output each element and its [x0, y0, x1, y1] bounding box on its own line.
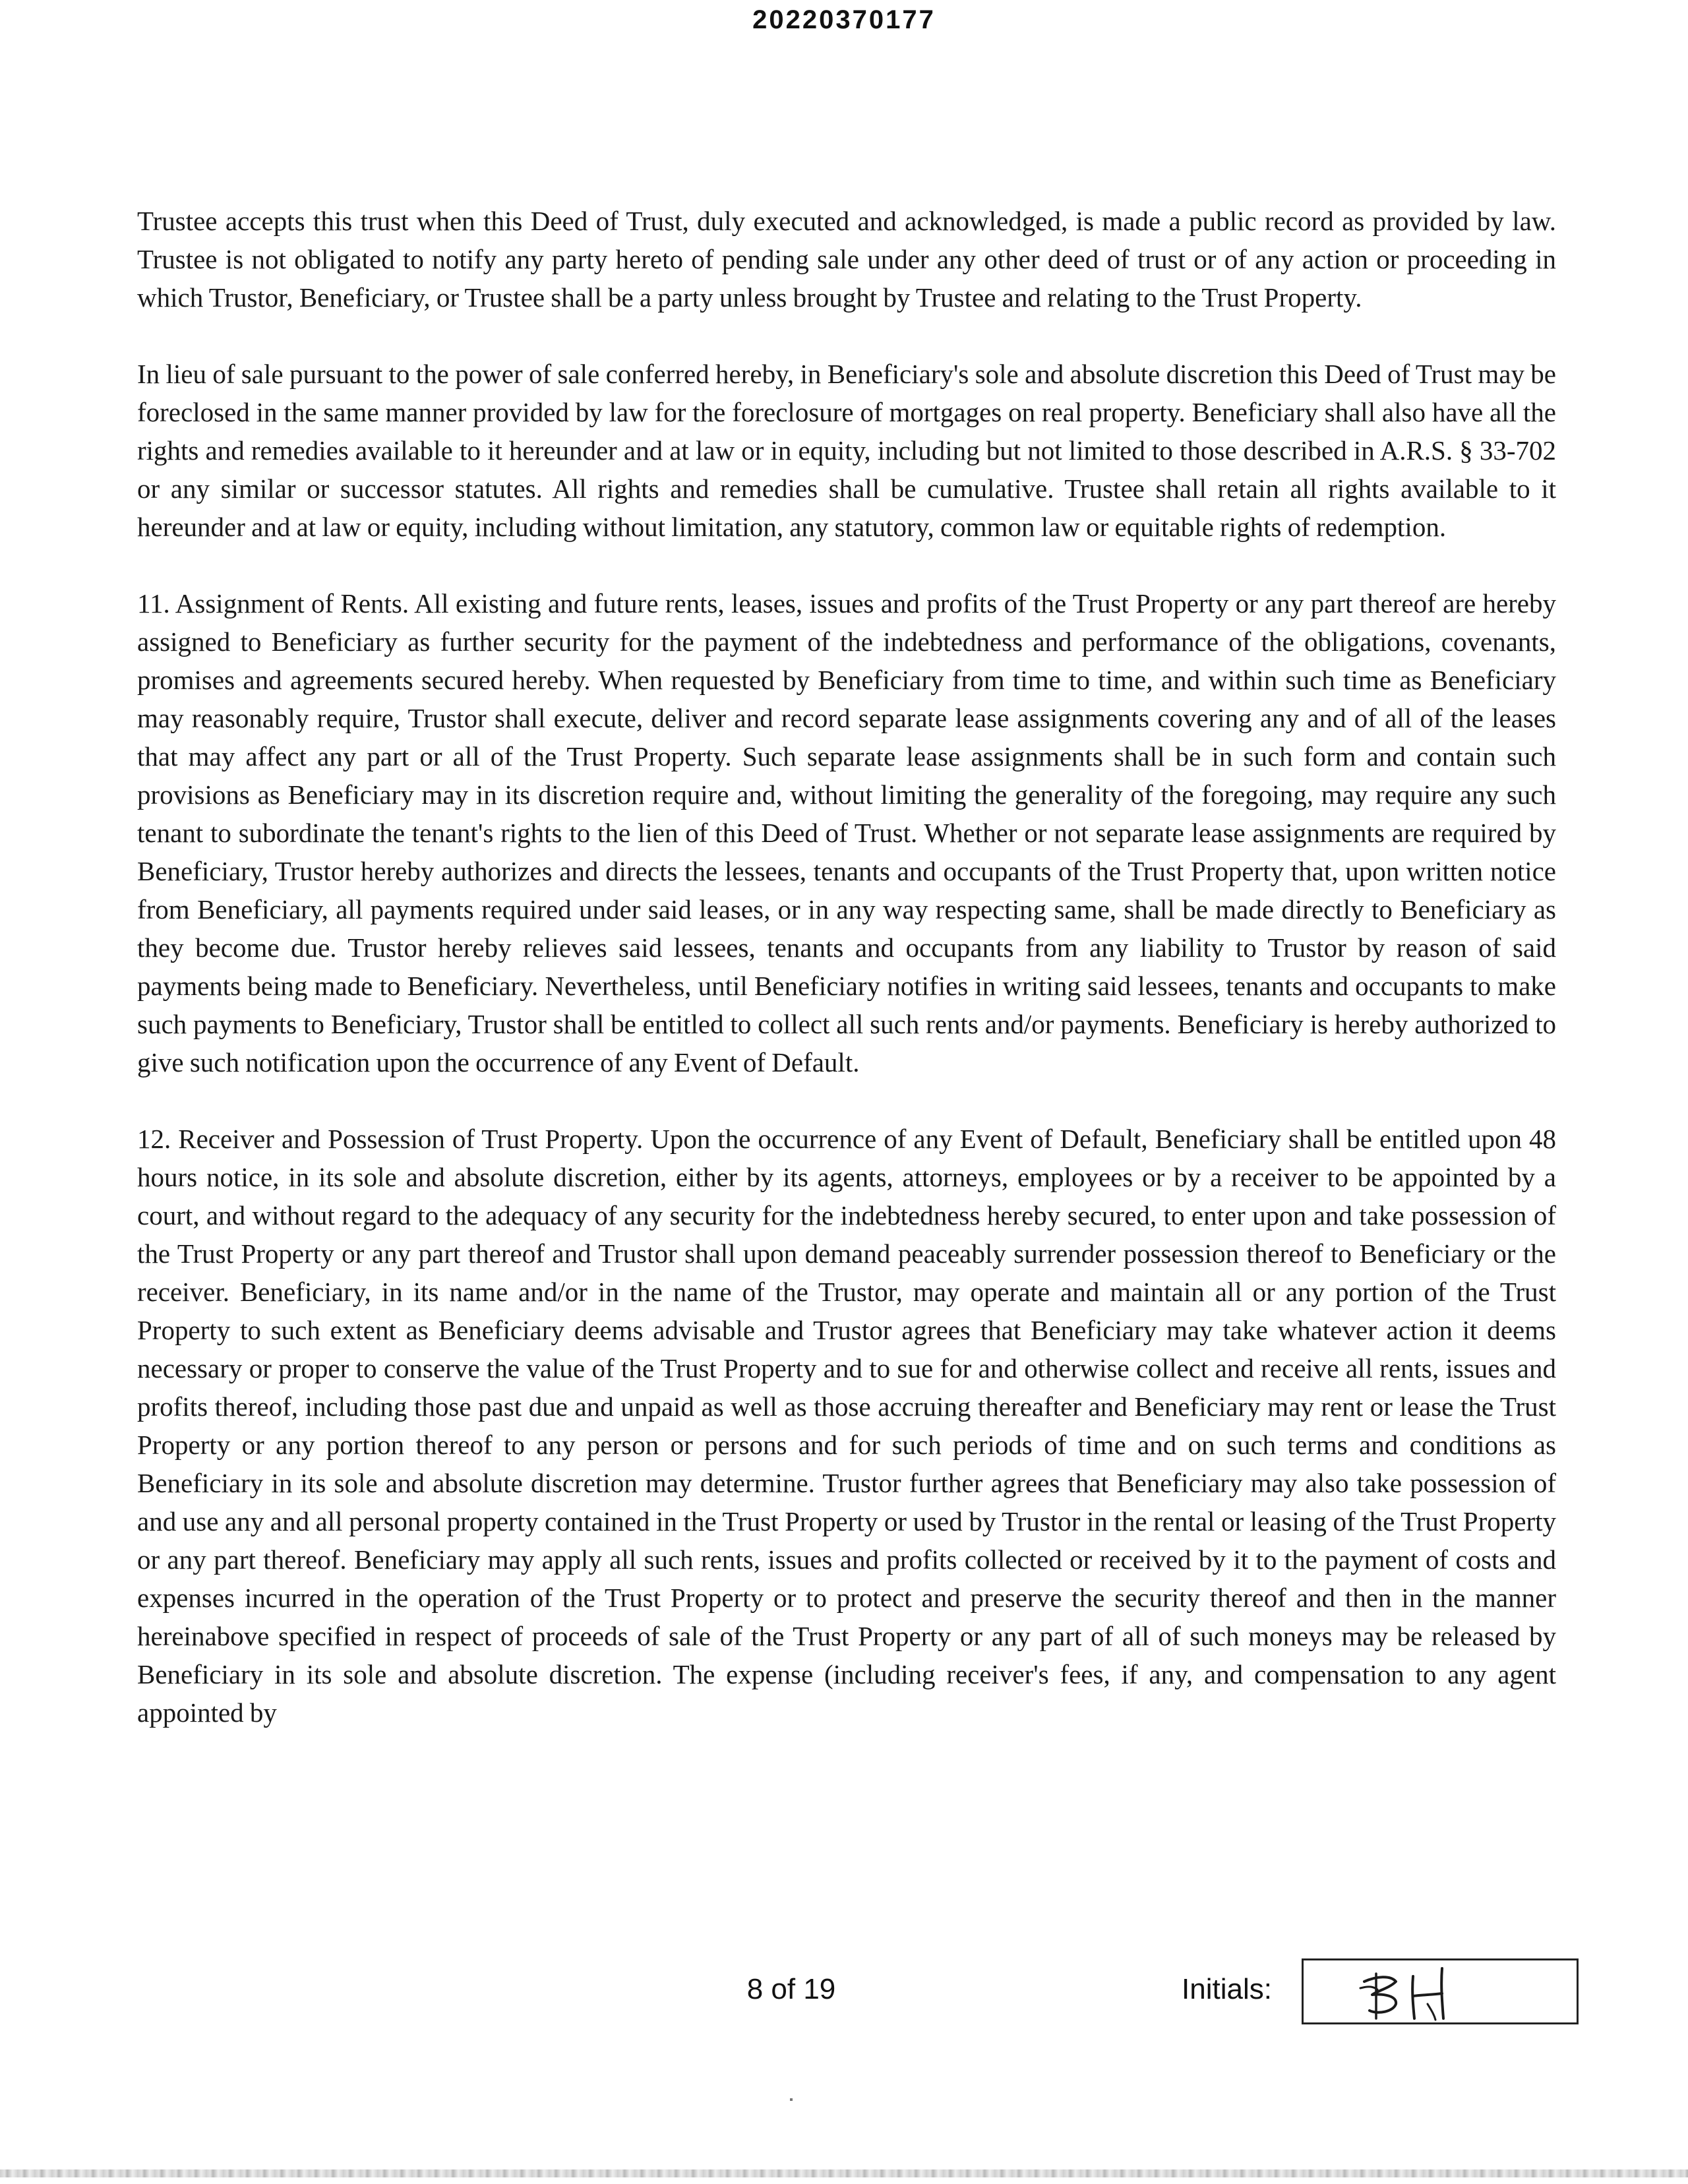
paragraph-receiver-possession: 12. Receiver and Possession of Trust Property. Upon the occurrence of any Event of Default, Beneficiary shall be entitled upon 48 hours notice, in its sole and absolute discretion, either by its agents, attorneys, employees or by a receiver to be appointed by a court, and without regard to the adequacy of any security for the indebtedness hereby secured, to enter upon and take possession of the Trust Property or any part thereof and Trustor shall upon demand peaceably surrender possession thereof to Beneficiary or the receiver. Beneficiary, in its name and/or in the name of the Trustor, may operate and maintain all or any portion of the Trust Property to such extent as Beneficiary deems advisable and Trustor agrees that Beneficiary may take whatever action it deems necessary or proper to conserve the value of the Trust Property and to sue for and otherwise collect and receive all rents, issues and profits thereof, including those past due and unpaid as well as those accruing thereafter and Beneficiary may rent or lease the Trust Property or any portion thereof to any person or persons and for such periods of time and on such terms and conditions as Beneficiary in its sole and absolute discretion may determine. Trustor further agrees that Beneficiary may also take possession of and use any and all personal property contained in the Trust Property or used by Trustor in the rental or leasing of the Trust Property or any part thereof. Beneficiary may apply all such rents, issues and profits collected or received by it to the payment of costs and expenses incurred in the operation of the Trust Property or to protect and preserve the security thereof and then in the manner hereinabove specified in respect of proceeds of sale of the Trust Property or any part of all of such moneys may be released by Beneficiary in its sole and absolute discretion. The expense (including receiver's fees, if any, and compensation to any agent appointed by [137, 1124, 1556, 1728]
page-footer [0, 1958, 1688, 2031]
paragraph-trustee-acceptance: Trustee accepts this trust when this Deed of Trust, duly executed and acknowledged, is made a public record as provided by law. Trustee is not obligated to notify any party hereto of pending sale under any other deed of trust or of any action or proceeding in which Trustor, Beneficiary, or Trustee shall be a party unless brought by Trustee and relating to the Trust Property. [137, 206, 1556, 313]
paragraph-assignment-of-rents: 11. Assignment of Rents. All existing and future rents, leases, issues and profits of the Trust Property or any part thereof are hereby assigned to Beneficiary as further security for the payment of the indebtedness and performance of the obligations, covenants, promises and agreements secured hereby. When requested by Beneficiary from time to time, and within such time as Beneficiary may reasonably require, Trustor shall execute, deliver and record separate lease assignments covering any and of all of the leases that may affect any part or all of the Trust Property. Such separate lease assignments shall be in such form and contain such provisions as Beneficiary may in its discretion require and, without limiting the generality of the foregoing, may require any such tenant to subordinate the tenant's rights to the lien of this Deed of Trust. Whether or not separate lease assignments are required by Beneficiary, Trustor hereby authorizes and directs the lessees, tenants and occupants of the Trust Property that, upon written notice from Beneficiary, all payments required under said leases, or in any way respecting same, shall be made directly to Beneficiary as they become due. Trustor hereby relieves said lessees, tenants and occupants from any liability to Trustor by reason of said payments being made to Beneficiary. Nevertheless, until Beneficiary notifies in writing said lessees, tenants and occupants to make such payments to Beneficiary, Trustor shall be entitled to collect all such rents and/or payments. Beneficiary is hereby authorized to give such notification upon the occurrence of any Event of Default. [137, 588, 1556, 1077]
initials-box [1302, 1958, 1579, 2024]
recording-number: 20220370177 [752, 5, 936, 34]
document-body [137, 202, 1556, 1770]
scan-speck [790, 2098, 793, 2101]
initials-label: Initials: [1182, 1973, 1272, 2005]
handwritten-initials-signature [1350, 1962, 1495, 2022]
paragraph-foreclosure-remedies: In lieu of sale pursuant to the power of sale conferred hereby, in Beneficiary's sole and absolute discretion this Deed of Trust may be foreclosed in the same manner provided by law for the foreclosure of mortgages on real property. Beneficiary shall also have all the rights and remedies available to it hereunder and at law or in equity, including but not limited to those described in A.R.S. § 33-702 or any similar or successor statutes. All rights and remedies shall be cumulative. Trustee shall retain all rights available to it hereunder and at law or equity, including without limitation, any statutory, common law or equitable rights of redemption. [137, 359, 1556, 542]
page-number: 8 of 19 [746, 1973, 836, 2005]
scan-edge-artifact [0, 2169, 1688, 2177]
